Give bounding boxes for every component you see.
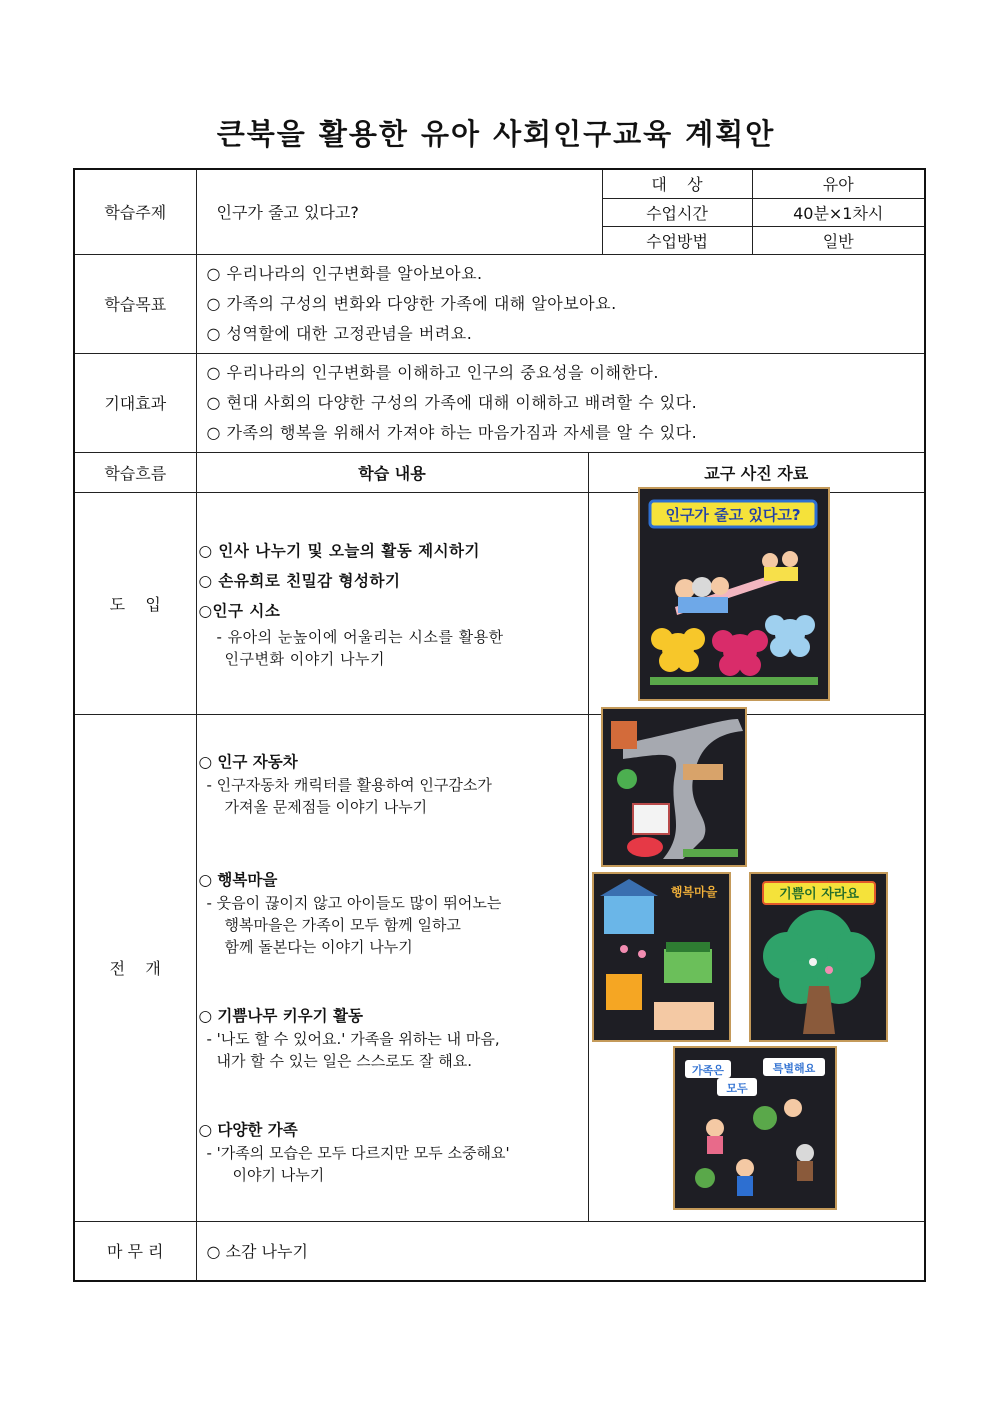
dev-section-title: ○ 행복마을 <box>198 870 278 889</box>
dev-line: - 웃음이 끊이지 않고 아이들도 많이 뛰어노는 <box>206 893 502 912</box>
goal-item: ○ 가족의 구성의 변화와 다양한 가족에 대해 알아보아요. <box>206 293 617 313</box>
effects-label: 기대효과 <box>74 353 196 452</box>
seesaw-photo <box>638 487 830 701</box>
closing-content: ○ 소감 나누기 <box>196 1221 925 1281</box>
closing-label: 마 무 리 <box>74 1221 196 1281</box>
method-label: 수업방법 <box>602 226 752 254</box>
goals-label: 학습목표 <box>74 254 196 353</box>
development-content <box>196 714 588 1221</box>
effect-item: ○ 우리나라의 인구변화를 이해하고 인구의 중요성을 이해한다. <box>206 362 659 382</box>
intro-label: 도 입 <box>74 492 196 714</box>
goal-item: ○ 우리나라의 인구변화를 알아보아요. <box>206 263 483 283</box>
family-photo-text1: 가족은 <box>692 1064 724 1077</box>
dev-line: 내가 할 수 있는 일은 스스로도 잘 해요. <box>216 1051 472 1070</box>
joy-tree-photo <box>749 872 888 1042</box>
dev-line: 함께 돌본다는 이야기 나누기 <box>224 937 413 956</box>
dev-section-title: ○ 인구 자동차 <box>198 752 298 771</box>
flow-label: 학습흐름 <box>74 452 196 492</box>
target-value: 유아 <box>752 169 925 198</box>
tree-photo-title: 기쁨이 자라요 <box>779 887 859 902</box>
dev-section-title: ○ 기쁨나무 키우기 활동 <box>198 1006 363 1025</box>
dev-section <box>199 1004 578 1072</box>
effect-item: ○ 가족의 행복을 위해서 가져야 하는 마음가짐과 자세를 알 수 있다. <box>206 422 698 442</box>
dev-line: 행복마을은 가족이 모두 함께 일하고 <box>224 915 461 934</box>
dev-line: 가져올 문제점들 이야기 나누기 <box>224 797 428 816</box>
family-photo-text3: 특별해요 <box>772 1062 816 1075</box>
goals-content <box>196 254 925 353</box>
diverse-family-photo <box>673 1046 837 1210</box>
intro-item: ○인구 시소 <box>198 602 281 620</box>
goal-item: ○ 성역할에 대한 고정관념을 버려요. <box>206 323 473 343</box>
development-label: 전 개 <box>74 714 196 1221</box>
effect-item: ○ 현대 사회의 다양한 구성의 가족에 대해 이해하고 배려할 수 있다. <box>206 392 698 412</box>
method-value: 일반 <box>752 226 925 254</box>
dev-section <box>199 868 578 958</box>
intro-item: ○ 손유희로 친밀감 형성하기 <box>198 572 401 590</box>
dev-line: - '나도 할 수 있어요.' 가족을 위하는 내 마음, <box>206 1029 500 1048</box>
dev-line: - 인구자동차 캐릭터를 활용하여 인구감소가 <box>206 775 492 794</box>
time-value: 40분×1차시 <box>752 198 925 226</box>
intro-sub: - 유아의 눈높이에 어울리는 시소를 활용한 <box>216 628 504 646</box>
dev-section <box>199 1118 578 1186</box>
content-header: 학습 내용 <box>196 452 588 492</box>
dev-line: 이야기 나누기 <box>232 1165 325 1184</box>
seesaw-photo-title: 인구가 줄고 있다고? <box>665 506 801 524</box>
intro-sub: 인구변화 이야기 나누기 <box>224 650 385 668</box>
family-photo-text2: 모두 <box>726 1082 748 1095</box>
happy-village-photo <box>592 872 731 1042</box>
intro-item: ○ 인사 나누기 및 오늘의 활동 제시하기 <box>198 542 480 560</box>
intro-content <box>196 492 588 714</box>
dev-section-title: ○ 다양한 가족 <box>198 1120 298 1139</box>
document-title: 큰북을 활용한 유아 사회인구교육 계획안 <box>216 117 776 151</box>
population-car-photo <box>601 707 747 867</box>
photo-header: 교구 사진 자료 <box>588 452 925 492</box>
topic-label: 학습주제 <box>74 169 196 254</box>
dev-line: - '가족의 모습은 모두 다르지만 모두 소중해요' <box>206 1143 510 1162</box>
dev-section <box>199 750 578 818</box>
time-label: 수업시간 <box>602 198 752 226</box>
topic-value: 인구가 줄고 있다고? <box>196 169 602 254</box>
target-label: 대 상 <box>602 169 752 198</box>
village-photo-text: 행복마을 <box>670 885 718 899</box>
effects-content <box>196 353 925 452</box>
